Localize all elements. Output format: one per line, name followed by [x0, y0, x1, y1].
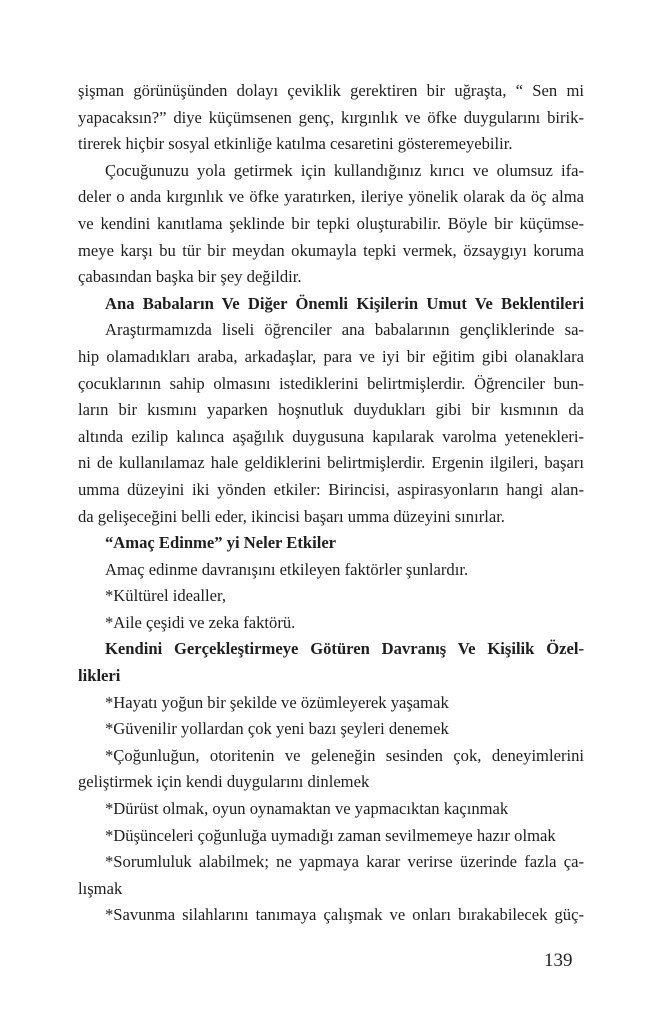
list-item: *Düşünceleri çoğunluğa uymadığı zaman sevilmemeye hazır olmak [105, 825, 556, 845]
body-line: meye karşı bu tür bir meydan okumayla tepki vermek, özsaygıyı koruma [78, 240, 584, 260]
list-item: *Aile çeşidi ve zeka faktörü. [105, 612, 296, 632]
list-item: *Çoğunluğun, otoritenin ve geleneğin sesinden çok, deneyimlerini [105, 745, 584, 765]
body-line: yapacaksın?” diye küçümsenen genç, kırgınlık ve öfke duygularını birik- [78, 107, 584, 127]
list-item: *Sorumluluk alabilmek; ne yapmaya karar verirse üzerinde fazla ça- [105, 852, 584, 872]
body-line: Amaç edinme davranışını etkileyen faktörler şunlardır. [105, 559, 469, 579]
page-number: 139 [544, 950, 573, 971]
section-heading: Ana Babaların Ve Diğer Önemli Kişilerin Umut Ve Beklentileri [105, 293, 584, 313]
list-item: *Dürüst olmak, oyun oynamaktan ve yapmacıktan kaçınmak [105, 799, 509, 819]
list-item: *Savunma silahlarını tanımaya çalışmak ve onları bırakabilecek güç- [105, 905, 584, 925]
body-line: Çocuğunuzu yola getirmek için kullandığınız kırıcı ve olumsuz ifa- [105, 160, 584, 180]
body-line: altında ezilip kalınca aşağılık duygusuna kapılarak varolma yetenekleri- [78, 426, 584, 446]
body-line: hip olamadıkları araba, arkadaşlar, para ve iyi bir eğitim gibi olanaklara [78, 346, 584, 366]
section-heading: Kendini Gerçekleştirmeye Götüren Davranış Ve Kişilik Özel- [105, 639, 584, 659]
body-line: şişman görünüşünden dolayı çeviklik gerektiren bir uğraşta, “ Sen mi [78, 81, 584, 100]
list-item: *Hayatı yoğun bir şekilde ve özümleyerek yaşamak [105, 692, 449, 712]
page-body [78, 78, 584, 929]
body-line: çabasından başka bir şey değildir. [78, 267, 302, 287]
section-heading: “Amaç Edinme” yi Neler Etkiler [105, 533, 337, 553]
body-line: da gelişeceğini belli eder, ikincisi başarı umma düzeyini sınırlar. [78, 506, 505, 526]
body-line: Araştırmamızda liseli öğrenciler ana babalarının gençliklerinde sa- [105, 320, 584, 340]
list-item: lışmak [78, 878, 123, 898]
body-line: ve kendini kanıtlama şeklinde bir tepki oluşturabilir. Böyle bir küçümse- [78, 213, 584, 233]
section-heading: likleri [78, 666, 121, 686]
body-line: umma düzeyini iki yönden etkiler: Birincisi, aspirasyonların hangi alan- [78, 479, 584, 499]
list-item: *Kültürel idealler, [105, 586, 226, 606]
list-item: geliştirmek için kendi duygularını dinlemek [78, 772, 370, 792]
body-line: tirerek hiçbir sosyal etkinliğe katılma cesaretini gösteremeyebilir. [78, 134, 513, 154]
body-line: çocuklarının sahip olmasını istediklerini belirtmişlerdir. Öğrenciler bun- [78, 373, 584, 393]
body-line: ni de kullanılamaz hale geldiklerini belirtmişlerdir. Ergenin ilgileri, başarı [78, 453, 584, 473]
body-line: deler o anda kırgınlık ve öfke yaratırken, ileriye yönelik olarak da öç alma [78, 187, 584, 207]
list-item: *Güvenilir yollardan çok yeni bazı şeyleri denemek [105, 719, 449, 739]
body-line: ların bir kısmını yaparken hoşnutluk duydukları gibi bir kısmının da [78, 400, 584, 420]
